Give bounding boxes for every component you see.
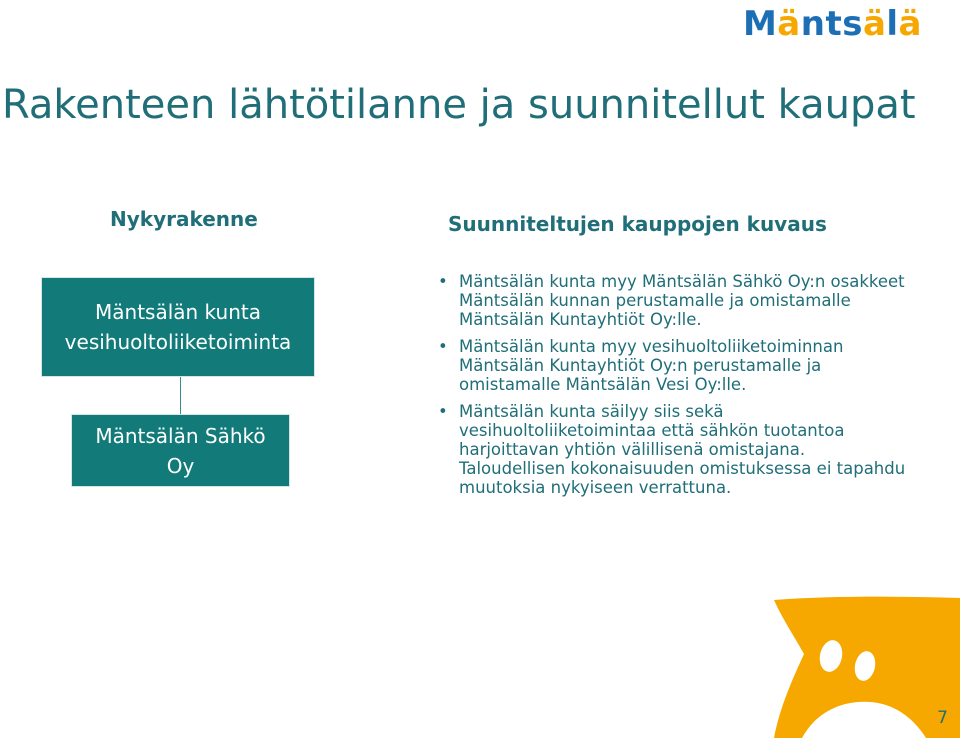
org-box-municipality [42, 278, 314, 376]
org-box-sahko-line1: Mäntsälän Sähkö [95, 423, 266, 448]
current-structure-heading: Nykyrakenne [110, 207, 258, 231]
org-box-municipality-line1: Mäntsälän kunta [95, 300, 261, 324]
list-item: • Mäntsälän kunta myy Mäntsälän Sähkö Oy:n osakkeet Mäntsälän kunnan perustamalle ja omistamalle Mäntsälän Kuntayhtiöt Oy:lle. [437, 272, 907, 329]
page-number: 7 [937, 708, 948, 728]
planned-deals-heading: Suunniteltujen kauppojen kuvaus [448, 212, 827, 236]
mantsala-logo: Mäntsälä [742, 4, 922, 44]
planned-deals-list [437, 272, 907, 505]
org-box-sahko-oy [72, 415, 289, 486]
list-item: • Mäntsälän kunta myy vesihuoltoliiketoiminnan Mäntsälän Kuntayhtiöt Oy:n perustamalle ja omistamalle Mäntsälän Vesi Oy:lle. [437, 337, 907, 394]
org-box-municipality-line2: vesihuoltoliiketoiminta [64, 330, 292, 354]
slide-title: Rakenteen lähtötilanne ja suunnitellut kaupat [2, 82, 916, 128]
org-connector-line [180, 377, 181, 414]
list-item: • Mäntsälän kunta säilyy siis sekä vesihuoltoliiketoimintaa että sähkön tuotantoa harjoittavan yhtiön välillisenä omistajana. Taloudellisen kokonaisuuden omistuksessa ei tapahdu muutoksia nykyiseen verrattuna. [437, 402, 907, 497]
cow-mascot-icon [774, 596, 960, 738]
org-box-sahko-line2: Oy [166, 453, 195, 478]
